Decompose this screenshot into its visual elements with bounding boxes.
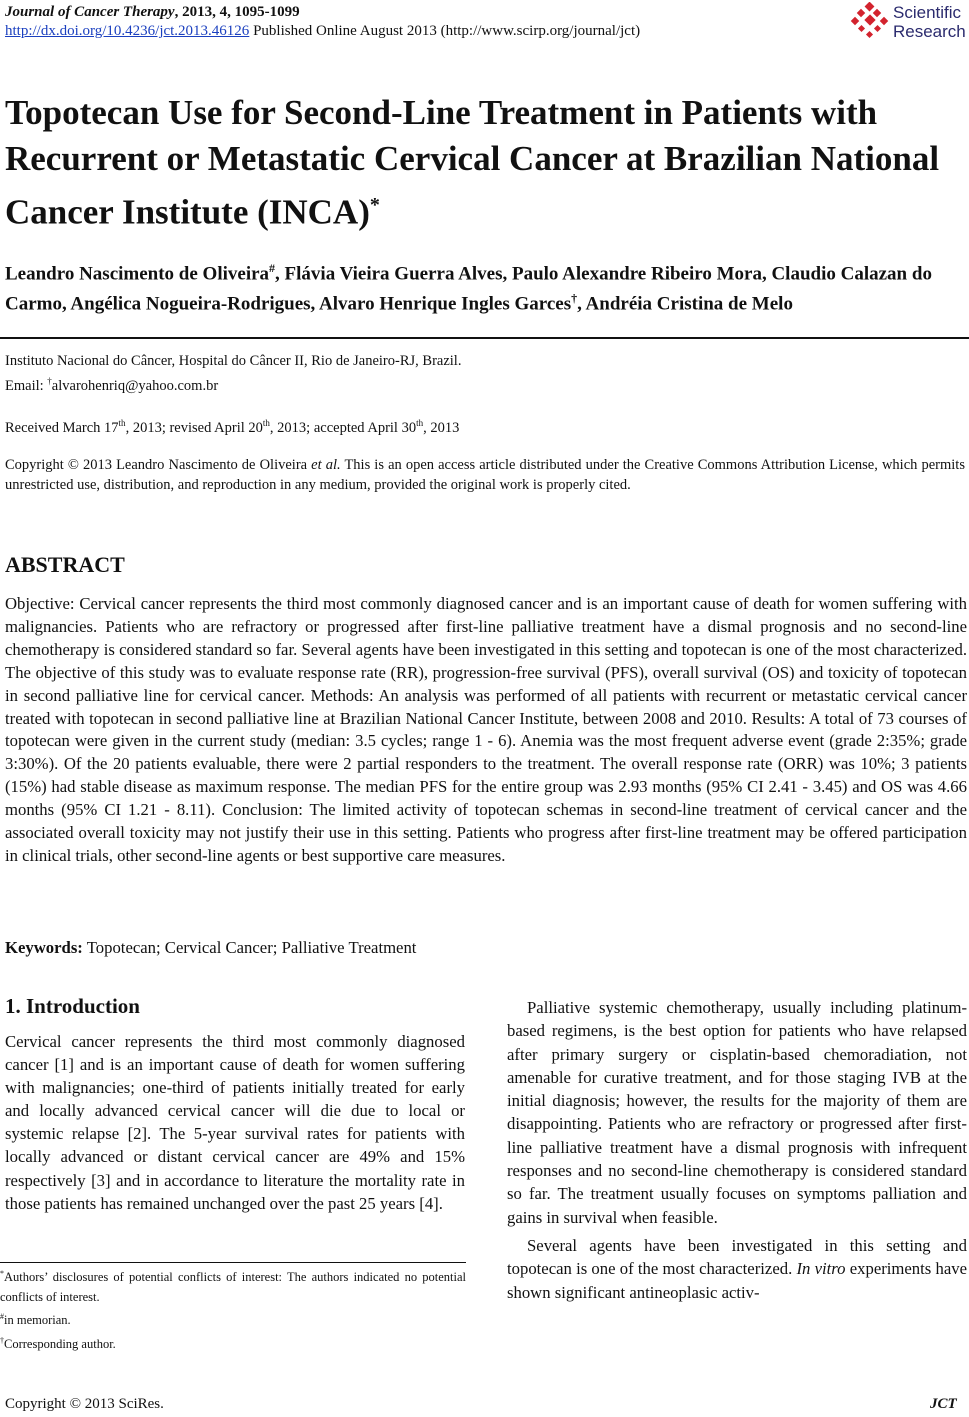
- footnote-text: Authors’ disclosures of potential conflicts of interest: The authors indicated no potential conflicts of interest.: [0, 1270, 466, 1304]
- logo-line1: Scientific: [893, 3, 962, 22]
- revised-text: , 2013; revised April 20: [125, 419, 263, 436]
- doi-line: [5, 22, 640, 41]
- author-names: , Andréia Cristina de Melo: [577, 293, 793, 315]
- footnote-mark: †: [0, 1335, 4, 1345]
- title-footnote-mark: *: [369, 194, 380, 216]
- published-info: Published Online August 2013 (http://www.scirp.org/journal/jct): [249, 23, 641, 39]
- email-line: [5, 371, 965, 396]
- copyright-text: Copyright © 2013 Leandro Nascimento de Oliveira: [5, 457, 312, 473]
- footnote: [0, 1307, 466, 1331]
- author-mark: †: [571, 291, 578, 306]
- author-name: Leandro Nascimento de Oliveira: [5, 263, 270, 285]
- footer-copyright: Copyright © 2013 SciRes.: [5, 1396, 164, 1412]
- ordinal: th: [416, 418, 424, 428]
- footnote-text: Corresponding author.: [4, 1336, 116, 1351]
- received-text: Received March 17: [5, 419, 119, 436]
- paragraph-text: Several agents have been investigated in this setting and topotecan is one of the most characterized.: [507, 1235, 967, 1279]
- paragraph: [507, 1234, 967, 1304]
- right-column: [507, 996, 967, 1304]
- author-names: , Flávia Vieira Guerra Alves, Paulo Alexandre Ribeiro Mora, Claudio Calazan do Carmo, Angélica Nogueira-Rodrigues, Alvaro Henrique Ingles Garces: [5, 263, 932, 315]
- footnote-mark: #: [0, 1312, 4, 1322]
- accepted-text: , 2013; accepted April 30: [269, 419, 417, 436]
- et-al: et al.: [311, 457, 341, 473]
- copyright-notice: [5, 455, 965, 495]
- publisher-logo: [850, 2, 968, 42]
- doi-link[interactable]: http://dx.doi.org/10.4236/jct.2013.46126: [5, 23, 250, 39]
- author-list: [5, 256, 965, 317]
- paragraph: Palliative systemic chemotherapy, usually including platinum-based regimens, is the best option for patients who have relapsed after primary surgery or cisplatin-based chemoradiation, not amenable for curative treatment, and for those staging IVB at the initial diagnosis; however, the results for the majority of them are disappointing. Patients who are refractory or progressed after first-line palliative treatment have a dismal prognosis with infrequent responses and no second-line chemotherapy is considered standard so far. The treatment usually focuses on symptoms palliation and gains in survival when feasible.: [507, 998, 967, 1227]
- keywords-text: Topotecan; Cervical Cancer; Palliative Treatment: [82, 938, 417, 957]
- license-text: This is an open access article distributed under the Creative Commons Attribution License, which permits unrestricted use, distribution, and reproduction in any medium, provided the original work is properly cited.: [5, 457, 965, 493]
- year-text: , 2013: [423, 419, 460, 436]
- received-dates: [5, 413, 965, 438]
- email-address[interactable]: alvarohenriq@yahoo.com.br: [51, 377, 219, 394]
- abstract-body: Objective: Cervical cancer represents the third most commonly diagnosed cancer and is an important cause of death for women suffering with malignancies. Patients who are refractory or progressed after first-line palliative treatment have a dismal prognosis and no second-line chemotherapy is considered standard so far. Several agents have been investigated in this setting and topotecan is one of the most characterized. The objective of this study was to evaluate response rate (RR), progression-free survival (PFS), overall survival (OS) and toxicity of topotecan in second palliative line for cervical cancer. Methods: An analysis was performed of all patients with recurrent or metastatic cervical cancer treated with topotecan in second palliative line at Brazilian National Cancer Institute, between 2008 and 2010. Results: A total of 73 courses of topotecan were given in the current study (median: 3.5 cycles; range 1 - 6). Anemia was the most frequent adverse event (grade 2:35%; grade 3:30%). Of the 20 patients evaluable, there were 2 partial responders to the treatment. The overall response rate (ORR) was 10%; 3 patients (15%) had stable disease as maximum response. The median PFS for the entire group was 2.93 months (95% CI 2.41 - 3.45) and OS was 4.66 months (95% CI 1.21 - 8.11). Conclusion: The limited activity of topotecan schemas in second-line treatment of cervical cancer and the associated overall toxicity may not justify their use in this setting. Patients who progress after first-line treatment may be offered participation in clinical trials, other second-line agents or best supportive care measures.: [5, 594, 967, 865]
- keywords-label: Keywords:: [5, 938, 83, 957]
- italic-text: In vitro: [796, 1259, 846, 1279]
- header-divider: [0, 337, 969, 339]
- footnote-text: in memorian.: [4, 1313, 71, 1328]
- journal-citation: [5, 3, 300, 22]
- footer-journal-abbrev: JCT: [930, 1396, 957, 1412]
- footnote-divider: [0, 1262, 466, 1263]
- scirp-logo-icon: [850, 2, 890, 42]
- author-mark: #: [269, 261, 276, 275]
- section-heading: 1. Introduction: [5, 994, 140, 1018]
- abstract-heading: ABSTRACT: [5, 552, 125, 577]
- ordinal: th: [262, 418, 270, 428]
- logo-line2: Research: [893, 22, 966, 41]
- paragraph-text: experiments have shown significant antineoplasic activ-: [507, 1259, 967, 1302]
- logo-text: [893, 3, 966, 41]
- email-label: Email:: [5, 377, 48, 394]
- journal-name: Journal of Cancer Therapy: [5, 4, 175, 20]
- keywords: [5, 937, 965, 959]
- left-column: [5, 1030, 465, 1215]
- volume-info: , 2013, 4, 1095-1099: [174, 4, 300, 20]
- affiliation: Instituto Nacional do Câncer, Hospital do Câncer II, Rio de Janeiro-RJ, Brazil.: [5, 353, 462, 369]
- paragraph: Cervical cancer represents the third most commonly diagnosed cancer [1] and is an important cause of death for women suffering with malignancies; one-third of patients initially treated for early and locally advanced cervical cancer will die due to local or systemic relapse [2]. The 5-year survival rates for patients with locally advanced or distant cervical cancer are 49% and 15% respectively [3] and in accordance to literature the mortality rate in those patients has remained unchanged over the past 25 years [4].: [5, 1032, 465, 1213]
- footnote: [0, 1331, 466, 1355]
- email-mark: †: [47, 376, 52, 386]
- title-text: Topotecan Use for Second-Line Treatment in Patients with Recurrent or Metastatic Cervical Cancer at Brazilian National Cancer Institute (INCA): [5, 93, 940, 232]
- ordinal: th: [118, 418, 126, 428]
- paper-title: [5, 90, 965, 236]
- footnotes: [0, 1264, 466, 1354]
- footnote-mark: *: [0, 1269, 4, 1278]
- footnote: [0, 1264, 466, 1307]
